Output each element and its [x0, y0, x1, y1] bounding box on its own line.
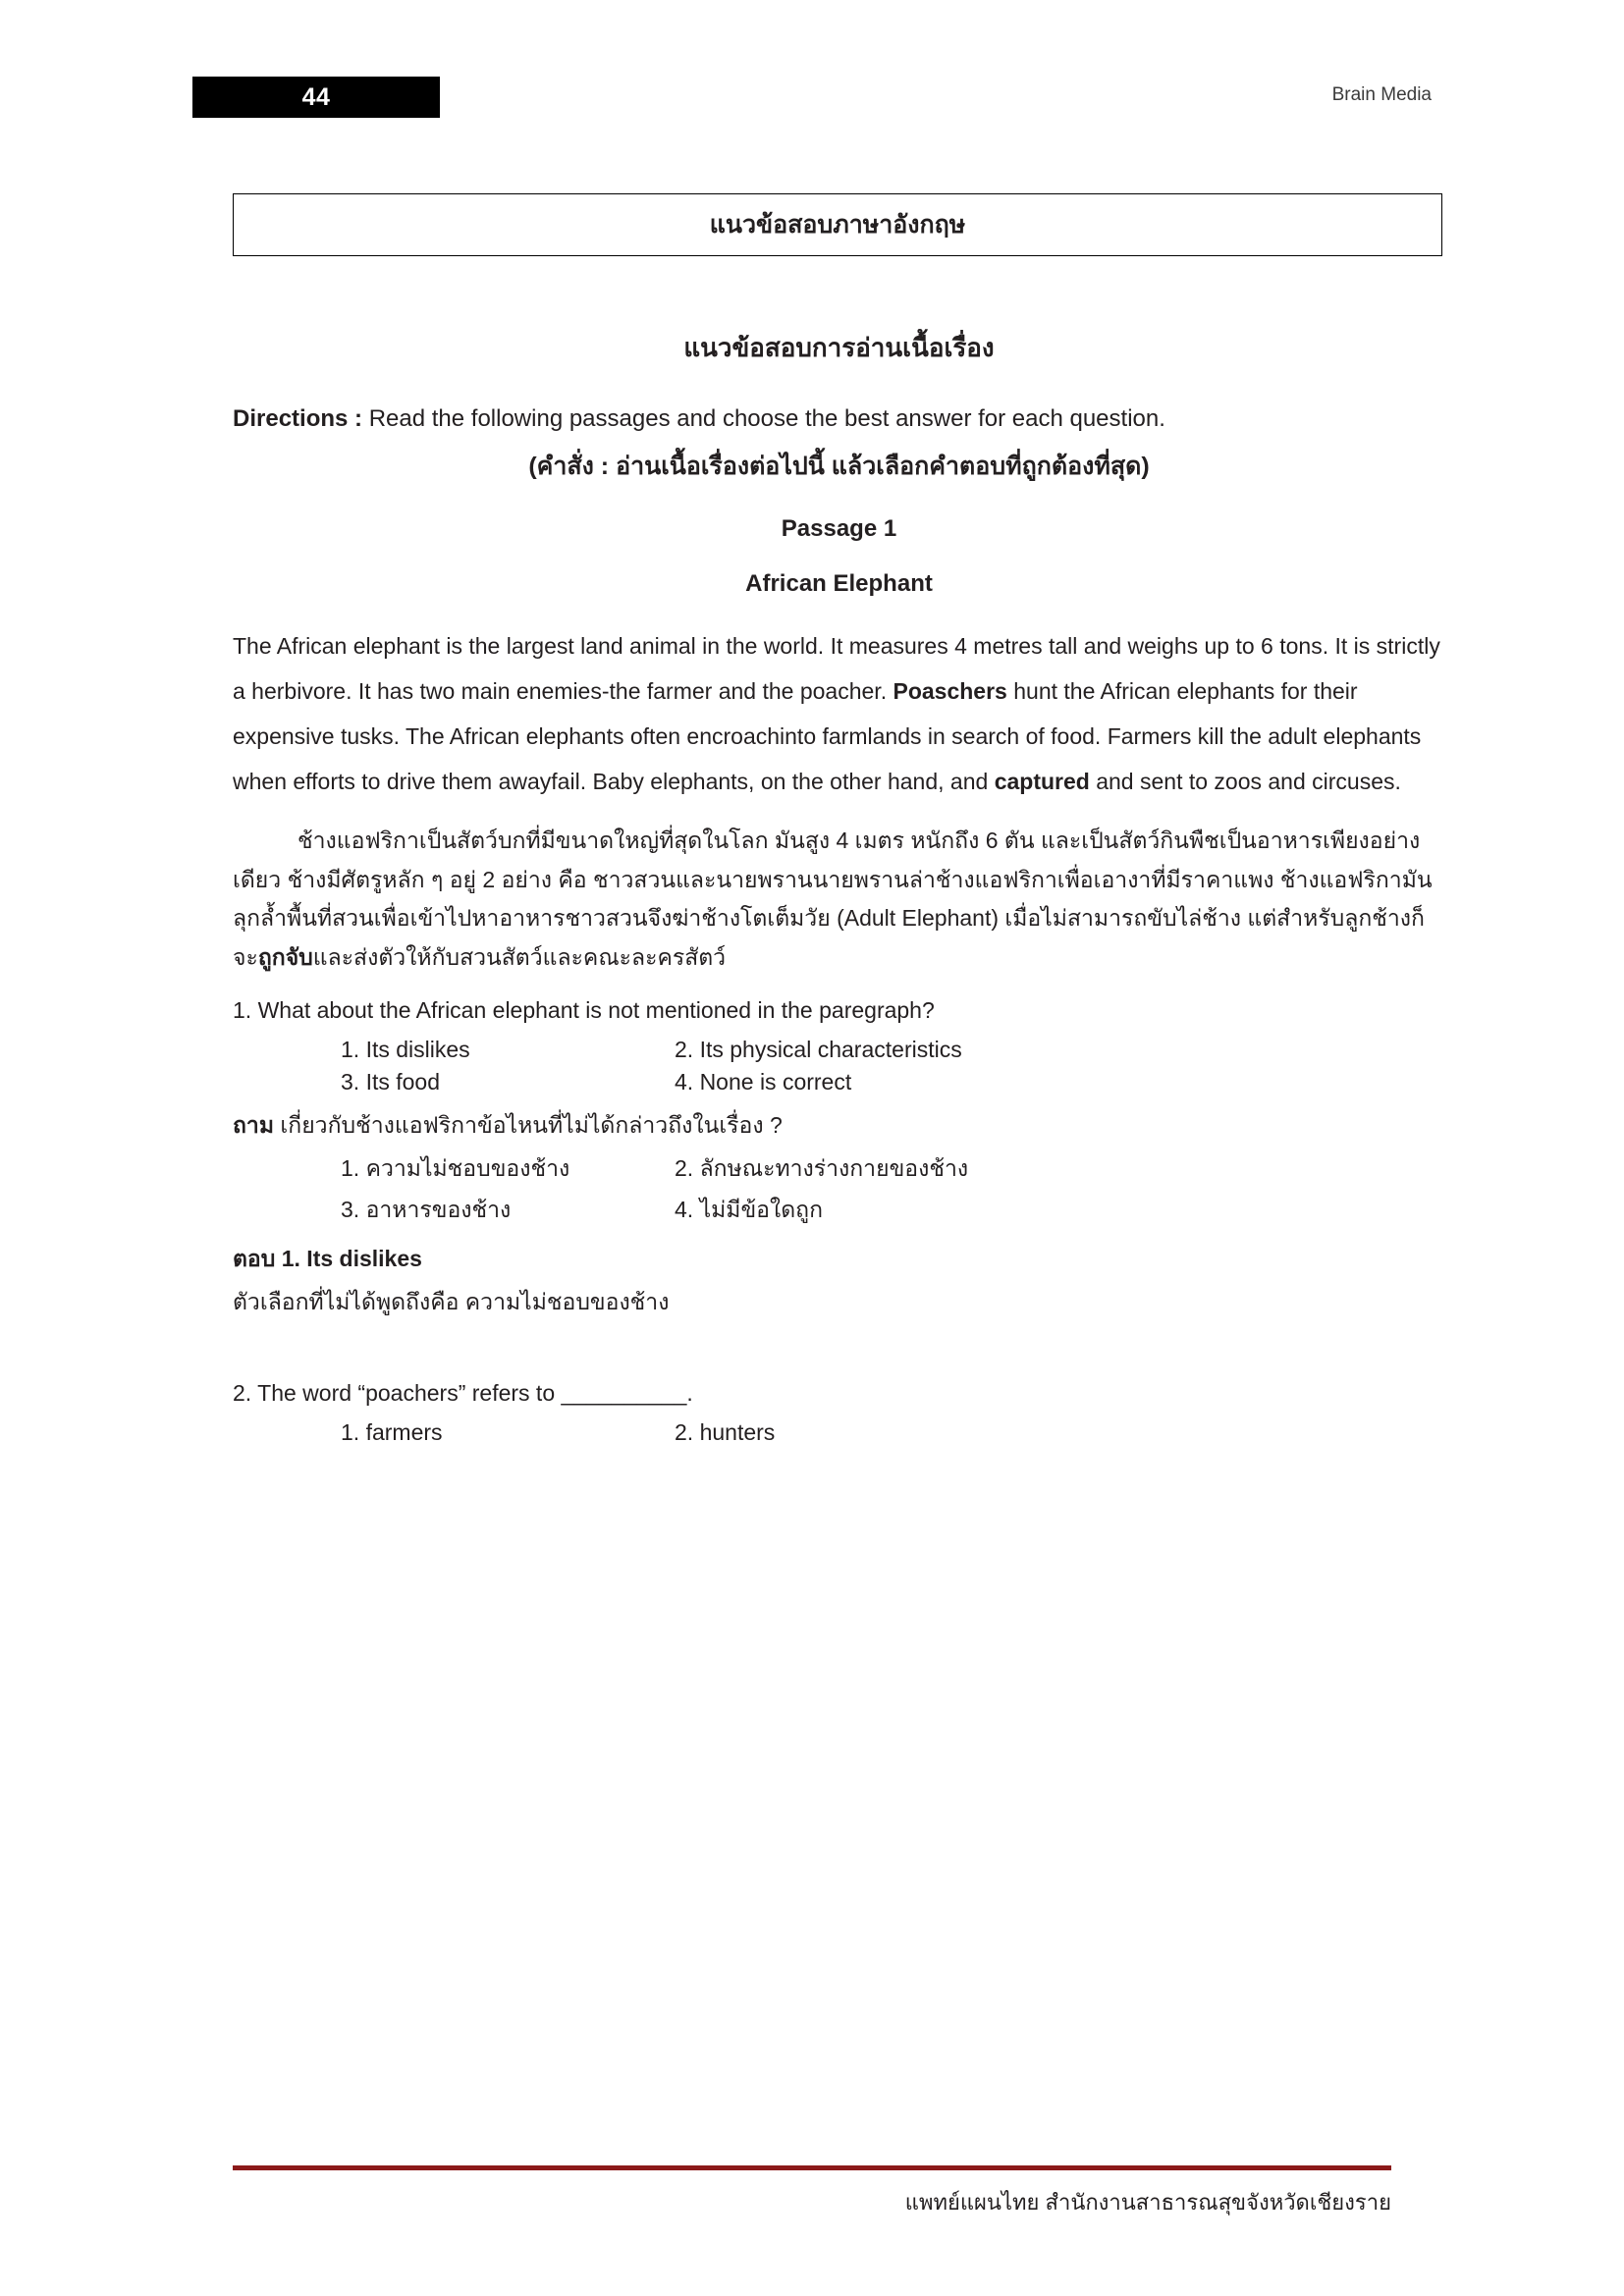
- question-1-explanation: ตัวเลือกที่ไม่ได้พูดถึงคือ ความไม่ชอบของช้าง: [233, 1288, 670, 1314]
- question-2-choice-2[interactable]: 2. hunters: [675, 1418, 776, 1445]
- footer-divider: [233, 2165, 1391, 2170]
- passage-en-part3: and sent to zoos and circuses.: [1089, 769, 1401, 794]
- passage-th-bold: ถูกจับ: [257, 943, 313, 970]
- page-number-badge: [192, 77, 440, 118]
- question-1-thai: [233, 1107, 1445, 1144]
- question-1-choice-3[interactable]: 3. Its food: [341, 1068, 441, 1095]
- passage-thai: [233, 822, 1445, 977]
- question-1-choice-1[interactable]: 1. Its dislikes: [341, 1036, 470, 1062]
- passage-label: Passage 1: [781, 515, 897, 542]
- question-1-thai-text: เกี่ยวกับช้างแอฟริกาข้อไหนที่ไม่ได้กล่าวถึงในเรื่อง ?: [274, 1111, 783, 1138]
- question-1-choice-4[interactable]: 4. None is correct: [675, 1068, 852, 1095]
- directions-text: Read the following passages and choose the best answer for each question.: [362, 405, 1165, 432]
- directions-paragraph: [233, 401, 1445, 437]
- passage-th-part2: และส่งตัวให้กับสวนสัตว์และคณะละครสัตว์: [312, 943, 727, 970]
- directions-label: Directions :: [233, 405, 363, 432]
- question-1-thai-choice-1[interactable]: 1. ความไม่ชอบของช้าง: [341, 1154, 570, 1181]
- passage-th-part1: ช้างแอฟริกาเป็นสัตว์บกที่มีขนาดใหญ่ที่สุดในโลก มันสูง 4 เมตร หนักถึง 6 ตัน และเป็นสัตว์กินพืชเป็นอาหารเพียงอย่างเดียว ช้างมีศัตรูหลัก ๆ อยู่ 2 อย่าง คือ ชาวสวนและนายพรานนายพรานล่าช้างแอฟริกาเพื่อเอางาที่มีราคาแพง ช้างแอฟริกามันลุกล้ำพื้นที่สวนเพื่อเข้าไปหาอาหารชาวสวนจึงฆ่าช้างโตเต็มวัย (Adult Elephant) เมื่อไม่สามารถขับไล่ช้าง แต่สำหรับลูกช้างก็จะ: [233, 828, 1433, 970]
- directions-thai: (คำสั่ง : อ่านเนื้อเรื่องต่อไปนี้ แล้วเลือกคำตอบที่ถูกต้องที่สุด): [528, 453, 1150, 480]
- question-1-choices-row-1: [233, 1037, 1445, 1063]
- passage-en-part1: The African elephant is the largest land animal in the world. It measures 4 metres tall and weighs up to 6 tons. It is strictly a herbivore. It has two main enemies-the farmer and the poacher.: [233, 633, 1440, 704]
- passage-en-part2: hunt the African elephants for their expensive tusks. The African elephants often encroachinto farmlands in search of food. Farmers kill the adult elephants when efforts to drive them awayfail. Baby elephants, on the other hand, and: [233, 678, 1422, 794]
- page-header: [192, 77, 1432, 122]
- brand-label: Brain Media: [1331, 84, 1432, 105]
- spacer: [233, 1330, 1445, 1375]
- passage-title: African Elephant: [745, 570, 933, 597]
- question-1-thai-choice-3[interactable]: 3. อาหารของช้าง: [341, 1196, 512, 1222]
- question-1-answer: ตอบ 1. Its dislikes: [233, 1245, 422, 1271]
- question-1-text: 1. What about the African elephant is not mentioned in the paregraph?: [233, 997, 935, 1024]
- page-number: 44: [301, 82, 331, 111]
- question-1-thai-choice-4[interactable]: 4. ไม่มีข้อใดถูก: [675, 1196, 824, 1222]
- question-2-choice-1[interactable]: 1. farmers: [341, 1418, 443, 1445]
- question-1-thai-label: ถาม: [233, 1111, 275, 1138]
- question-1-thai-choice-2[interactable]: 2. ลักษณะทางร่างกายของช้าง: [675, 1154, 969, 1181]
- document-title: แนวข้อสอบภาษาอังกฤษ: [709, 211, 966, 239]
- passage-en-bold1: Poaschers: [893, 678, 1007, 704]
- section-subtitle: แนวข้อสอบการอ่านเนื้อเรื่อง: [683, 333, 995, 362]
- question-1-choices-row-2: [233, 1069, 1445, 1095]
- question-1-thai-choices-row-2: [233, 1193, 1445, 1228]
- passage-en-bold2: captured: [994, 769, 1090, 794]
- question-1-thai-choices-row-1: [233, 1151, 1445, 1187]
- question-2-text: 2. The word “poachers” refers to __________.: [233, 1379, 693, 1406]
- question-2-choices-row-1: [233, 1419, 1445, 1446]
- question-1-choice-2[interactable]: 2. Its physical characteristics: [675, 1036, 962, 1062]
- document-content: [233, 314, 1445, 1452]
- document-title-box: [233, 193, 1442, 256]
- passage-english: [233, 623, 1445, 804]
- footer-text: แพทย์แผนไทย สำนักงานสาธารณสุขจังหวัดเชียงราย: [904, 2190, 1391, 2215]
